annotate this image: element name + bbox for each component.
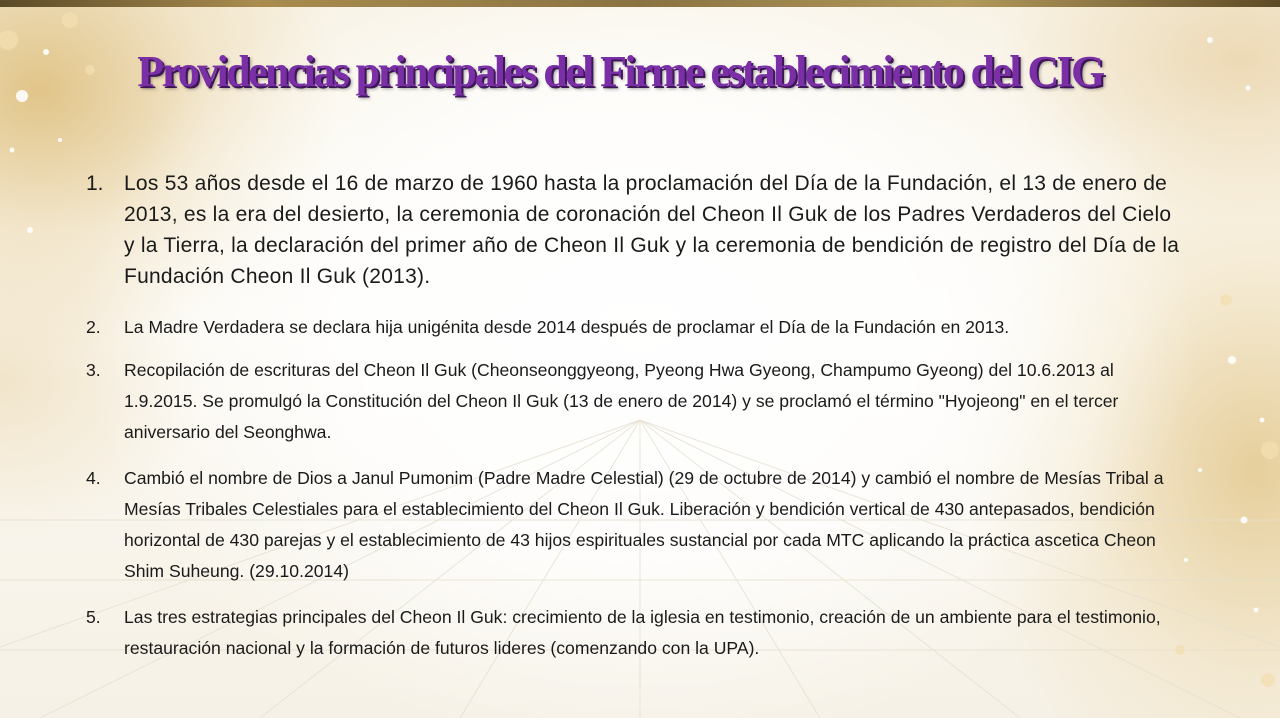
list-item-number: 3. — [86, 360, 101, 380]
list-item-text: Cambió el nombre de Dios a Janul Pumonim (Padre Madre Celestial) (29 de octubre de 2014) y cambió el nombre de Mesías Tribal a Mesías Tribales Celestiales para el establecimiento del Cheon Il Guk. Liberación y bendición vertical de 430 antepasados, bendición horizontal de 430 parejas y el establecimiento de 43 hijos espirituales sustancial por cada MTC aplicando la práctica ascetica Cheon Shim Suheung. (29.10.2014) — [124, 468, 1164, 581]
list-item-text: Recopilación de escrituras del Cheon Il Guk (Cheonseonggyeong, Pyeong Hwa Gyeong, Champumo Gyeong) del 10.6.2013 al 1.9.2015. Se promulgó la Constitución del Cheon Il Guk (13 de enero de 2014) y se proclamó el término "Hyojeong" en el tercer aniversario del Seonghwa. — [124, 360, 1119, 442]
list-item-text: La Madre Verdadera se declara hija unigénita desde 2014 después de proclamar el Día de la Fundación en 2013. — [124, 317, 1010, 337]
list-item-text: Los 53 años desde el 16 de marzo de 1960 hasta la proclamación del Día de la Fundación, el 13 de enero de 2013, es la era del desierto, la ceremonia de coronación del Cheon Il Guk de los Padres Verdaderos del Cielo y la Tierra, la declaración del primer año de Cheon Il Guk y la ceremonia de bendición de registro del Día de la Fundación Cheon Il Guk (2013). — [124, 172, 1180, 288]
slide-title: Providencias principales del Firme establecimiento del CIG — [137, 47, 1103, 96]
list-item-text: Las tres estrategias principales del Cheon Il Guk: crecimiento de la iglesia en testimonio, creación de un ambiente para el testimonio, restauración nacional y la formación de futuros lideres (comenzando con la UPA). — [124, 607, 1161, 658]
list-item-number: 4. — [86, 468, 101, 488]
list-item-number: 5. — [86, 607, 101, 627]
list-item-number: 2. — [86, 317, 101, 337]
list-item-number: 1. — [86, 172, 104, 195]
